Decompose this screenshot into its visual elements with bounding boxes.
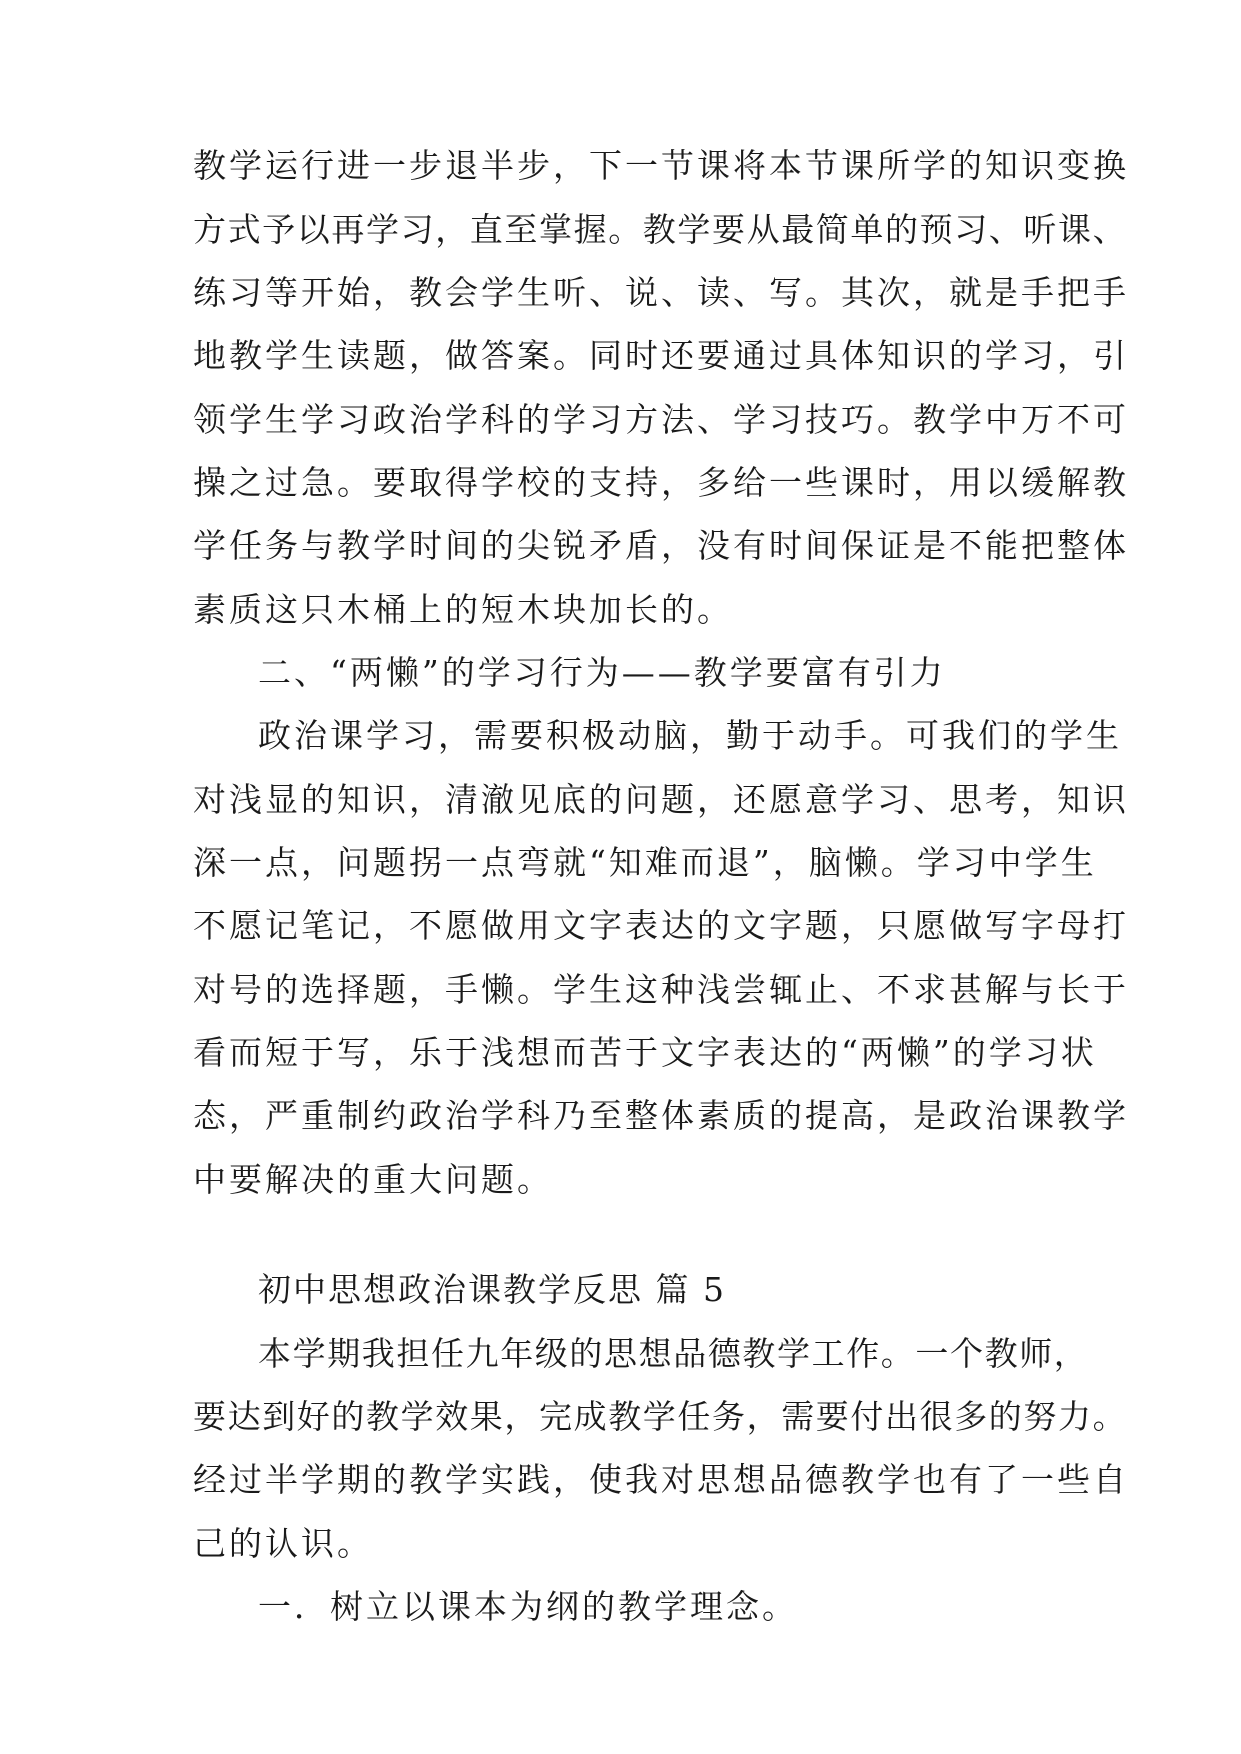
text-line: 要达到好的教学效果，完成教学任务，需要付出很多的努力。 bbox=[193, 1397, 1128, 1436]
text-line: 本学期我担任九年级的思想品德教学工作。一个教师， bbox=[258, 1334, 1089, 1373]
text-line: 教学运行进一步退半步，下一节课将本节课所学的知识变换 bbox=[193, 146, 1129, 185]
text-line: 素质这只木桶上的短木块加长的。 bbox=[193, 590, 733, 629]
section-heading-two: 二、“两懒”的学习行为——教学要富有引力 bbox=[258, 653, 946, 692]
text-line: 对浅显的知识，清澈见底的问题，还愿意学习、思考，知识 bbox=[193, 780, 1129, 819]
text-line: 方式予以再学习，直至掌握。教学要从最简单的预习、听课、 bbox=[193, 210, 1128, 249]
text-line: 对号的选择题，手懒。学生这种浅尝辄止、不求甚解与长于 bbox=[193, 970, 1129, 1009]
text-line: 深一点，问题拐一点弯就“知难而退”，脑懒。学习中学生 bbox=[193, 843, 1097, 882]
text-line: 政治课学习，需要积极动脑，勤于动手。可我们的学生 bbox=[258, 716, 1122, 755]
text-line: 不愿记笔记，不愿做用文字表达的文字题，只愿做写字母打 bbox=[193, 906, 1129, 945]
text-line: 领学生学习政治学科的学习方法、学习技巧。教学中万不可 bbox=[193, 400, 1129, 439]
text-line: 操之过急。要取得学校的支持，多给一些课时，用以缓解教 bbox=[193, 463, 1129, 502]
text-line: 态，严重制约政治学科乃至整体素质的提高，是政治课教学 bbox=[193, 1096, 1129, 1135]
text-line: 中要解决的重大问题。 bbox=[193, 1160, 553, 1199]
text-line: 己的认识。 bbox=[193, 1524, 373, 1563]
text-line: 看而短于写，乐于浅想而苦于文字表达的“两懒”的学习状 bbox=[193, 1033, 1097, 1072]
section-heading-one: 一．树立以课本为纲的教学理念。 bbox=[258, 1587, 798, 1626]
text-line: 地教学生读题，做答案。同时还要通过具体知识的学习，引 bbox=[193, 336, 1129, 375]
article-title: 初中思想政治课教学反思 篇 5 bbox=[258, 1270, 726, 1309]
text-line: 学任务与教学时间的尖锐矛盾，没有时间保证是不能把整体 bbox=[193, 526, 1129, 565]
text-line: 经过半学期的教学实践，使我对思想品德教学也有了一些自 bbox=[193, 1460, 1129, 1499]
text-line: 练习等开始，教会学生听、说、读、写。其次，就是手把手 bbox=[193, 273, 1129, 312]
